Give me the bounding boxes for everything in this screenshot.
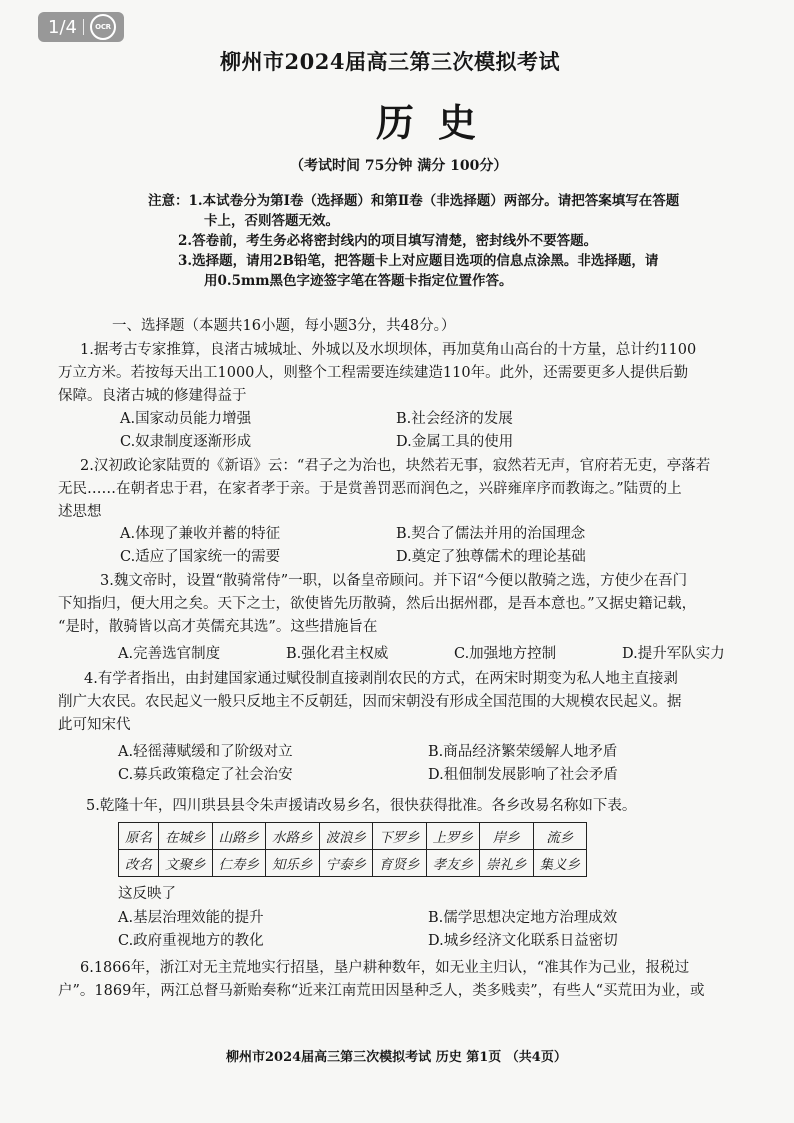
section-title: 一、选择题（本题共16小题，每小题3分，共48分。） <box>112 318 456 334</box>
stem-line: 万立方米。若按每天出工1000人，则整个工程需要连续建造110年。此外，还需要更多人提供后勤 <box>58 365 689 381</box>
note-line: 注意：1.本试卷分为第Ⅰ卷（选择题）和第Ⅱ卷（非选择题）两部分。请把答案填写在答题 <box>148 193 680 209</box>
stem-line: 3.魏文帝时，设置“散骑常侍”一职，以备皇帝顾问。并下诏“今便以散骑之选，方使少在吾门 <box>100 573 688 589</box>
table-cell: 集义乡 <box>533 850 587 877</box>
stem-line: “是时，散骑皆以高才英儒充其选”。这些措施旨在 <box>58 619 378 635</box>
table-cell: 原名 <box>119 823 159 850</box>
option-c[interactable]: C.加强地方控制 <box>454 646 557 662</box>
stem-line: 述思想 <box>58 504 102 520</box>
table-cell: 流乡 <box>533 823 587 850</box>
table-cell: 知乐乡 <box>266 850 320 877</box>
stem-line: 下知指归，便大用之矣。天下之士，欲使皆先历散骑，然后出据州郡，是吾本意也。”又据史籍记载， <box>58 596 697 612</box>
stem-line: 削广大农民。农民起义一般只反地主不反朝廷，因而宋朝没有形成全国范围的大规模农民起义。据 <box>58 694 682 710</box>
stem-line: 户”。1869年，两江总督马新贻奏称“近来江南荒田因垦种乏人，类多贱卖”，有些人“买荒田为业，或 <box>58 983 705 999</box>
stem-line: 1.据考古专家推算，良渚古城城址、外城以及水坝坝体，再加莫角山高台的十方量，总计约1100 <box>80 342 697 358</box>
question-4-stem <box>58 668 760 737</box>
table-cell: 在城乡 <box>159 823 213 850</box>
question-2-stem <box>58 455 760 524</box>
ocr-icon[interactable]: OCR <box>90 14 116 40</box>
question-1-options <box>120 408 794 454</box>
table-row <box>119 850 587 877</box>
option-d[interactable]: D.提升军队实力 <box>622 646 725 662</box>
option-b[interactable]: B.社会经济的发展 <box>396 411 513 427</box>
stem-line: 4.有学者指出，由封建国家通过赋役制直接剥削农民的方式，在两宋时期变为私人地主直接剥 <box>84 671 678 687</box>
option-b[interactable]: B.商品经济繁荣缓解人地矛盾 <box>428 744 618 760</box>
question-6-stem <box>58 957 760 1003</box>
question-5-stem-end: 这反映了 <box>118 886 176 902</box>
stem-line: 保障。良渚古城的修建得益于 <box>58 388 247 404</box>
stem-line: 无民……在朝者忠于君，在家者孝于亲。于是赏善罚恶而润色之，兴辟雍庠序而教诲之。”陆贾的上 <box>58 481 682 497</box>
table-cell: 崇礼乡 <box>480 850 534 877</box>
page-indicator-badge[interactable] <box>38 12 124 42</box>
table-cell: 波浪乡 <box>319 823 373 850</box>
question-3-options <box>118 643 794 666</box>
option-d[interactable]: D.金属工具的使用 <box>396 434 514 450</box>
option-a[interactable]: A.完善选官制度 <box>118 646 221 662</box>
table-cell: 孝友乡 <box>426 850 480 877</box>
question-3-stem <box>58 570 760 639</box>
option-a[interactable]: A.体现了兼收并蓄的特征 <box>120 526 281 542</box>
table-cell: 宁泰乡 <box>319 850 373 877</box>
option-b[interactable]: B.儒学思想决定地方治理成效 <box>428 910 618 926</box>
subject-title: 历史 <box>376 100 501 145</box>
exam-time-info: （考试时间 75分钟 满分 100分） <box>290 158 508 174</box>
table-cell: 水路乡 <box>266 823 320 850</box>
option-c[interactable]: C.奴隶制度逐渐形成 <box>120 434 252 450</box>
option-a[interactable]: A.国家动员能力增强 <box>120 411 252 427</box>
question-5-intro: 5.乾隆十年，四川珙县县令朱声援请改易乡名，很快获得批准。各乡改易名称如下表。 <box>86 798 637 814</box>
stem-line: 6.1866年，浙江对无主荒地实行招垦，垦户耕种数年，如无业主归认，“准其作为己业，报税过 <box>80 960 690 976</box>
page-indicator: 1/4 <box>48 16 77 38</box>
note-line: 卡上，否则答题无效。 <box>204 213 339 229</box>
stem-line: 2.汉初政论家陆贾的《新语》云：“君子之为治也，块然若无事，寂然若无声，官府若无吏，亭落若 <box>80 458 711 474</box>
option-c[interactable]: C.适应了国家统一的需要 <box>120 549 281 565</box>
table-cell: 育贤乡 <box>373 850 427 877</box>
table-cell: 岸乡 <box>480 823 534 850</box>
question-1-stem <box>58 339 760 408</box>
note-line: 3.选择题，请用2B铅笔，把答题卡上对应题目选项的信息点涂黑。非选择题，请 <box>178 253 659 269</box>
badge-divider <box>83 19 84 35</box>
question-2-options <box>120 523 794 569</box>
note-line: 2.答卷前，考生务必将密封线内的项目填写清楚，密封线外不要答题。 <box>178 233 598 249</box>
page-footer: 柳州市2024届高三第三次模拟考试 历史 第1页 （共4页） <box>226 1050 567 1065</box>
question-5-options <box>118 907 794 953</box>
option-a[interactable]: A.基层治理效能的提升 <box>118 910 264 926</box>
table-row <box>119 823 587 850</box>
table-cell: 上罗乡 <box>426 823 480 850</box>
exam-title: 柳州市2024届高三第三次模拟考试 <box>220 49 560 74</box>
table-cell: 下罗乡 <box>373 823 427 850</box>
table-cell: 文聚乡 <box>159 850 213 877</box>
table-cell: 仁寿乡 <box>212 850 266 877</box>
option-d[interactable]: D.奠定了独尊儒术的理论基础 <box>396 549 586 565</box>
question-4-options <box>118 741 794 787</box>
option-d[interactable]: D.租佃制发展影响了社会矛盾 <box>428 767 618 783</box>
option-a[interactable]: A.轻徭薄赋缓和了阶级对立 <box>118 744 293 760</box>
option-b[interactable]: B.契合了儒法并用的治国理念 <box>396 526 586 542</box>
option-c[interactable]: C.政府重视地方的教化 <box>118 933 264 949</box>
table-cell: 山路乡 <box>212 823 266 850</box>
option-c[interactable]: C.募兵政策稳定了社会治安 <box>118 767 293 783</box>
note-line: 用0.5mm黑色字迹签字笔在答题卡指定位置作答。 <box>204 273 513 289</box>
option-d[interactable]: D.城乡经济文化联系日益密切 <box>428 933 618 949</box>
table-cell: 改名 <box>119 850 159 877</box>
township-rename-table <box>118 822 587 877</box>
option-b[interactable]: B.强化君主权威 <box>286 646 389 662</box>
stem-line: 此可知宋代 <box>58 717 131 733</box>
